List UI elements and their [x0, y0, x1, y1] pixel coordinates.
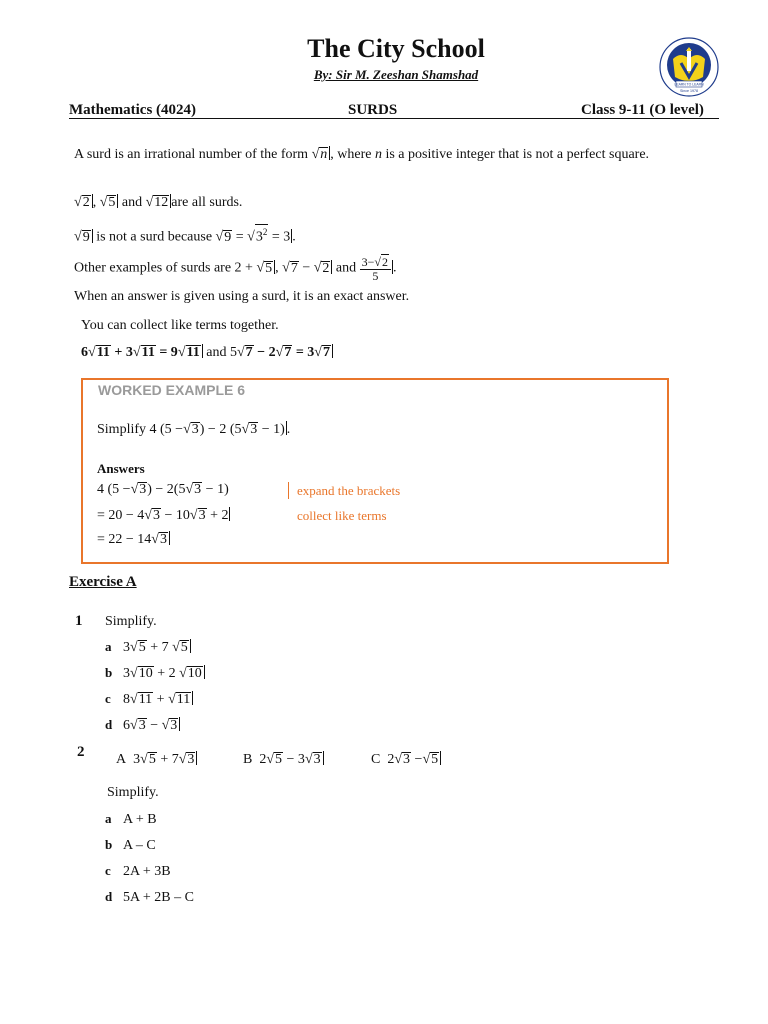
exact-answer-note: When an answer is given using a surd, it is an exact answer.	[74, 289, 410, 304]
surd-definition: A surd is an irrational number of the form √n , where n is a positive integer that is not a perfect square.	[74, 147, 650, 162]
header-divider	[69, 118, 719, 119]
q2-item-b: b A – C	[105, 837, 156, 853]
q2-item-c: c 2A + 3B	[105, 863, 171, 879]
step-1-note: expand the brackets	[297, 483, 401, 498]
q2-definition-b: B 2√5 − 3√3	[243, 751, 324, 768]
like-terms-examples: 6√11 + 3√11 = 9√11 and 5√7 − 2√7 = 3√7	[81, 344, 333, 361]
q1-item-d: d 6√3 − √3	[105, 717, 180, 734]
question-1-number: 1	[75, 613, 83, 629]
worked-step-3: = 22 − 14√3	[97, 531, 170, 548]
other-surd-examples: Other examples of surds are 2 + √5 , √7 − √2 and $\frac{3-√2}{5}$ .	[74, 255, 397, 283]
worked-example-title: WORKED EXAMPLE 6	[98, 382, 246, 398]
author-line: By: Sir M. Zeeshan Shamshad	[313, 67, 479, 82]
subject-label: Mathematics (4024)	[69, 102, 197, 118]
exercise-heading: Exercise A	[69, 574, 137, 590]
q1-item-c: c 8√11 + √11	[105, 691, 193, 708]
school-title: The City School	[307, 34, 485, 63]
topic-label: SURDS	[348, 102, 398, 118]
school-logo	[659, 37, 719, 97]
class-label: Class 9-11 (O level)	[581, 102, 704, 118]
answers-label: Answers	[97, 461, 145, 476]
q2-item-d: d 5A + 2B – C	[105, 889, 194, 905]
q2-definition-c: C 2√3 −√5	[371, 751, 441, 768]
question-2-prompt: Simplify.	[107, 785, 159, 800]
q1-item-b: b 3√10 + 2 √10	[105, 665, 205, 682]
question-1-prompt: Simplify.	[105, 614, 157, 629]
step-1-note-bar	[288, 482, 289, 499]
logo-motto: LEARN TO LEARN	[674, 82, 704, 87]
q2-definition-a: A 3√5 + 7√3	[116, 751, 197, 768]
non-surd-example: √9 is not a surd because $√9 = √3^2 = 3$ .	[74, 224, 296, 246]
worked-step-2: = 20 − 4√3 − 10√3 + 2	[97, 508, 229, 523]
worked-step-1: 4 (5 −√3) − 2(5√3 − 1)	[97, 482, 229, 497]
logo-since: Since 1978	[680, 89, 698, 93]
question-2-number: 2	[77, 744, 85, 760]
q2-item-a: a A + B	[105, 811, 157, 827]
q1-item-a: a 3√5 + 7 √5	[105, 639, 191, 656]
worked-question: Simplify 4 (5 −√3) − 2 (5√3 − 1) .	[97, 422, 291, 437]
collect-like-terms: You can collect like terms together.	[81, 318, 279, 333]
step-2-note: collect like terms	[297, 508, 387, 523]
surds-examples: √2 , √5 and √12 are all surds.	[74, 195, 243, 210]
